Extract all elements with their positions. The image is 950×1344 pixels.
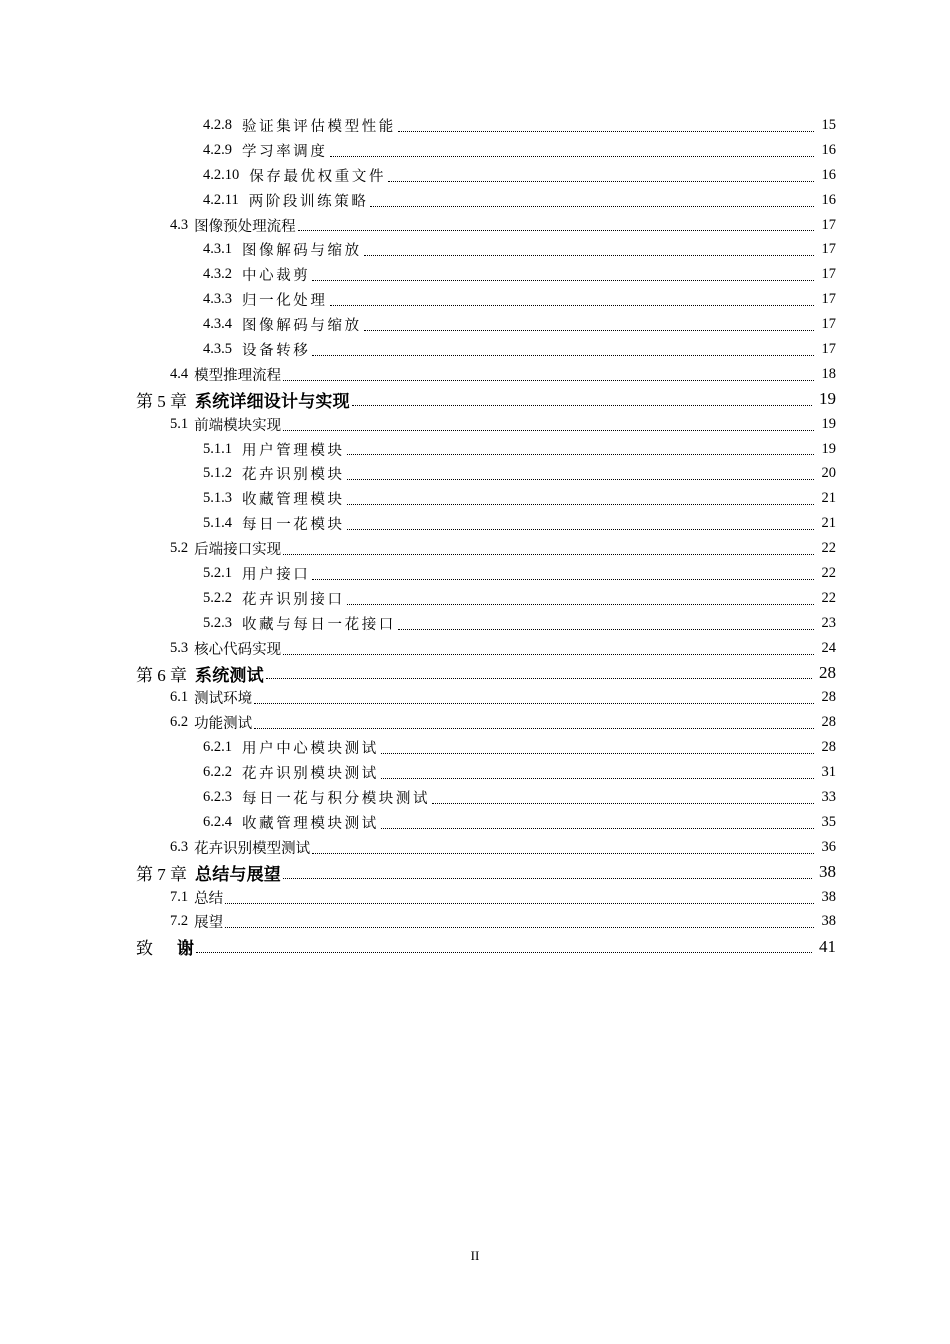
toc-entry-title: 验证集评估模型性能 [242, 118, 396, 135]
toc-dot-leader [347, 490, 814, 505]
toc-entry[interactable] [0, 661, 950, 686]
toc-entry-title: 保存最优权重文件 [249, 168, 387, 185]
toc-entry-line[interactable] [170, 910, 836, 935]
toc-entry-title: 展望 [194, 915, 224, 932]
toc-entry[interactable] [0, 287, 950, 312]
toc-entry[interactable] [0, 586, 950, 611]
toc-entry-line[interactable] [203, 511, 836, 536]
toc-entry[interactable] [0, 437, 950, 462]
toc-entry-title: 核心代码实现 [194, 641, 282, 658]
toc-entry-title: 花卉识别模型测试 [194, 840, 311, 857]
toc-entry-title: 图像解码与缩放 [242, 243, 362, 260]
toc-entry-line[interactable] [170, 213, 836, 238]
toc-entry-title: 图像预处理流程 [194, 218, 296, 235]
toc-entry[interactable] [0, 785, 950, 810]
toc-entry-number: 6.3 [170, 838, 189, 855]
toc-entry-page: 31 [821, 764, 836, 781]
toc-dot-leader [196, 938, 812, 953]
toc-entry-page: 17 [821, 241, 836, 258]
toc-entry-title: 每日一花模块 [242, 517, 345, 534]
toc-entry-line[interactable] [170, 636, 836, 661]
toc-dot-leader [254, 689, 814, 704]
toc-dot-leader [388, 167, 814, 182]
toc-entry-number: 5.1.2 [203, 465, 232, 482]
toc-entry-number: 第 7 章 [136, 864, 187, 884]
toc-dot-leader [312, 565, 814, 580]
toc-entry-line[interactable] [203, 188, 836, 213]
toc-entry-number: 第 6 章 [136, 665, 187, 685]
toc-entry-line[interactable] [203, 262, 836, 287]
toc-entry-number: 5.3 [170, 639, 189, 656]
toc-dot-leader [347, 590, 814, 605]
toc-entry-page: 16 [821, 141, 836, 158]
toc-entry[interactable] [0, 885, 950, 910]
toc-entry-line[interactable] [170, 710, 836, 735]
toc-entry-number: 5.1.4 [203, 515, 232, 532]
toc-entry-line[interactable] [203, 760, 836, 785]
toc-entry-page: 28 [821, 714, 836, 731]
toc-dot-leader [381, 739, 814, 754]
toc-entry-page: 36 [821, 838, 836, 855]
toc-dot-leader [330, 291, 815, 306]
toc-entry-number: 5.1.1 [203, 440, 232, 457]
toc-entry-title: 测试环境 [194, 691, 253, 708]
toc-entry-page: 35 [821, 813, 836, 830]
toc-dot-leader [283, 864, 812, 879]
toc-entry-title: 系统测试 [195, 665, 264, 685]
toc-entry[interactable] [0, 486, 950, 511]
toc-entry[interactable] [0, 934, 950, 959]
toc-entry-line[interactable] [203, 287, 836, 312]
toc-entry-title: 收藏管理模块测试 [242, 815, 379, 832]
toc-entry-page: 22 [821, 589, 836, 606]
toc-entry[interactable] [0, 536, 950, 561]
toc-entry-page: 38 [821, 888, 836, 905]
toc-entry-number: 5.1.3 [203, 490, 232, 507]
toc-entry-page: 19 [821, 415, 836, 432]
toc-entry-number: 第 5 章 [136, 391, 187, 411]
toc-entry-page: 17 [821, 340, 836, 357]
toc-dot-leader [381, 764, 814, 779]
toc-entry-title: 中心裁剪 [242, 268, 311, 285]
toc-entry[interactable] [0, 611, 950, 636]
toc-entry-title: 前端模块实现 [194, 417, 282, 434]
toc-entry[interactable] [0, 113, 950, 138]
toc-entry[interactable] [0, 138, 950, 163]
toc-entry-title: 收藏管理模块 [242, 492, 345, 509]
toc-dot-leader [364, 241, 814, 256]
toc-entry-title: 功能测试 [194, 716, 253, 733]
toc-entry-title: 用户中心模块测试 [242, 741, 379, 758]
toc-entry-page: 21 [821, 490, 836, 507]
toc-entry-number: 4.2.9 [203, 141, 232, 158]
toc-entry-line[interactable] [170, 685, 836, 710]
toc-entry-line[interactable] [203, 312, 836, 337]
toc-dot-leader [298, 216, 814, 231]
toc-entry-page: 20 [821, 465, 836, 482]
toc-entry-title: 总结与展望 [195, 864, 281, 884]
toc-entry-number: 6.2.3 [203, 788, 232, 805]
toc-entry[interactable] [0, 636, 950, 661]
toc-entry-number: 4.2.8 [203, 116, 232, 133]
toc-entry-line[interactable] [170, 835, 836, 860]
toc-entry-page: 38 [821, 913, 836, 930]
toc-entry-line[interactable] [203, 337, 836, 362]
toc-entry-page: 17 [821, 316, 836, 333]
toc-entry-number: 7.1 [170, 888, 189, 905]
toc-entry[interactable] [0, 735, 950, 760]
toc-entry-line[interactable] [203, 163, 836, 188]
toc-entry[interactable] [0, 760, 950, 785]
toc-entry-page: 17 [821, 291, 836, 308]
toc-dot-leader [364, 316, 814, 331]
toc-entry[interactable] [0, 910, 950, 935]
toc-entry-page: 23 [821, 614, 836, 631]
toc-entry-line[interactable] [170, 412, 836, 437]
toc-entry-number: 4.3.2 [203, 266, 232, 283]
toc-entry[interactable] [0, 312, 950, 337]
toc-entry-title: 图像解码与缩放 [242, 318, 362, 335]
toc-entry-page: 28 [819, 663, 836, 683]
toc-dot-leader [370, 192, 814, 207]
toc-entry-title: 谢 [177, 939, 195, 959]
toc-entry-page: 19 [819, 389, 836, 409]
toc-entry-title: 两阶段训练策略 [248, 193, 369, 210]
toc-entry-title: 模型推理流程 [194, 367, 282, 384]
table-of-contents [0, 113, 950, 959]
toc-entry-number: 4.2.11 [203, 191, 239, 208]
toc-entry-title: 设备转移 [242, 342, 311, 359]
toc-entry-number: 4.3 [170, 216, 189, 233]
toc-entry-page: 19 [821, 440, 836, 457]
toc-dot-leader [352, 391, 812, 406]
toc-entry[interactable] [0, 262, 950, 287]
toc-dot-leader [312, 266, 814, 281]
toc-entry-line[interactable] [203, 138, 836, 163]
toc-dot-leader [283, 366, 814, 381]
toc-entry-page: 16 [821, 166, 836, 183]
toc-entry-page: 21 [821, 515, 836, 532]
toc-dot-leader [347, 440, 814, 455]
toc-entry-page: 17 [821, 266, 836, 283]
toc-entry-line[interactable] [203, 437, 836, 462]
toc-entry-title: 归一化处理 [242, 293, 328, 310]
toc-dot-leader [432, 789, 814, 804]
toc-entry-line[interactable] [203, 735, 836, 760]
toc-dot-leader [347, 465, 814, 480]
toc-entry-title: 用户管理模块 [242, 442, 345, 459]
toc-entry-line[interactable] [170, 885, 836, 910]
toc-entry-line[interactable] [170, 536, 836, 561]
toc-dot-leader [266, 664, 812, 679]
toc-entry-page: 22 [821, 540, 836, 557]
toc-entry-number: 5.1 [170, 415, 189, 432]
toc-entry-page: 22 [821, 564, 836, 581]
toc-entry-line[interactable] [136, 387, 836, 412]
toc-entry-line[interactable] [136, 860, 836, 885]
toc-entry[interactable] [0, 163, 950, 188]
toc-entry-line[interactable] [203, 486, 836, 511]
toc-entry-line[interactable] [170, 362, 836, 387]
toc-entry-page: 33 [821, 788, 836, 805]
toc-entry-page: 17 [821, 216, 836, 233]
toc-dot-leader [330, 142, 815, 157]
toc-entry[interactable] [0, 237, 950, 262]
toc-entry[interactable] [0, 188, 950, 213]
toc-entry-title: 花卉识别模块 [242, 467, 345, 484]
toc-entry[interactable] [0, 412, 950, 437]
toc-entry-number: 6.2.4 [203, 813, 232, 830]
toc-entry-number: 5.2.2 [203, 589, 232, 606]
toc-entry-number: 6.2 [170, 714, 189, 731]
toc-entry-number: 4.4 [170, 365, 189, 382]
toc-entry-line[interactable] [203, 461, 836, 486]
toc-entry-page: 18 [821, 365, 836, 382]
toc-entry-number: 4.3.4 [203, 316, 232, 333]
toc-entry-line[interactable] [203, 810, 836, 835]
toc-entry-title: 后端接口实现 [194, 542, 282, 559]
toc-entry-number: 5.2.1 [203, 564, 232, 581]
toc-entry-number: 5.2 [170, 540, 189, 557]
toc-entry-line[interactable] [203, 561, 836, 586]
toc-dot-leader [347, 515, 814, 530]
toc-entry-page: 24 [821, 639, 836, 656]
toc-entry[interactable] [0, 511, 950, 536]
toc-entry-line[interactable] [203, 586, 836, 611]
toc-entry-number: 4.3.1 [203, 241, 232, 258]
toc-dot-leader [283, 540, 814, 555]
toc-dot-leader [381, 814, 814, 829]
toc-entry-page: 28 [821, 689, 836, 706]
toc-entry-title: 系统详细设计与实现 [195, 391, 350, 411]
toc-entry-page: 41 [819, 936, 836, 956]
toc-entry-line[interactable] [136, 934, 836, 959]
toc-dot-leader [398, 117, 814, 132]
toc-dot-leader [312, 839, 814, 854]
toc-entry-title: 收藏与每日一花接口 [242, 616, 396, 633]
toc-entry[interactable] [0, 561, 950, 586]
toc-entry-line[interactable] [203, 785, 836, 810]
toc-dot-leader [225, 889, 814, 904]
toc-entry[interactable] [0, 461, 950, 486]
toc-entry[interactable] [0, 860, 950, 885]
toc-entry[interactable] [0, 710, 950, 735]
page-number: II [470, 1248, 480, 1263]
toc-entry-page: 38 [819, 862, 836, 882]
toc-entry[interactable] [0, 810, 950, 835]
toc-entry[interactable] [0, 337, 950, 362]
toc-entry-number: 致 [136, 939, 153, 959]
toc-entry-line[interactable] [203, 237, 836, 262]
toc-entry-line[interactable] [136, 661, 836, 686]
toc-dot-leader [312, 341, 814, 356]
toc-entry[interactable] [0, 362, 950, 387]
toc-entry-title: 花卉识别模块测试 [242, 766, 379, 783]
toc-dot-leader [283, 640, 814, 655]
toc-entry-number: 7.2 [170, 913, 189, 930]
toc-entry-title: 用户接口 [242, 566, 311, 583]
toc-entry-number: 6.2.2 [203, 764, 232, 781]
toc-entry-number: 6.2.1 [203, 739, 232, 756]
toc-entry-title: 总结 [194, 890, 224, 907]
toc-entry-title: 学习率调度 [242, 143, 328, 160]
toc-entry[interactable] [0, 685, 950, 710]
toc-entry[interactable] [0, 387, 950, 412]
toc-entry-title: 花卉识别接口 [242, 591, 345, 608]
toc-dot-leader [254, 714, 814, 729]
toc-entry-number: 4.3.3 [203, 291, 232, 308]
toc-entry-line[interactable] [203, 113, 836, 138]
toc-entry-number: 5.2.3 [203, 614, 232, 631]
toc-dot-leader [225, 913, 814, 928]
toc-entry-title: 每日一花与积分模块测试 [242, 790, 431, 807]
toc-entry-line[interactable] [203, 611, 836, 636]
toc-entry-number: 6.1 [170, 689, 189, 706]
toc-dot-leader [398, 615, 814, 630]
toc-entry-number: 4.2.10 [203, 166, 240, 183]
toc-entry-page: 16 [821, 191, 836, 208]
toc-entry-page: 28 [821, 739, 836, 756]
toc-entry[interactable] [0, 835, 950, 860]
toc-entry[interactable] [0, 213, 950, 238]
toc-entry-page: 15 [821, 116, 836, 133]
toc-dot-leader [283, 416, 814, 431]
toc-entry-number: 4.3.5 [203, 340, 232, 357]
